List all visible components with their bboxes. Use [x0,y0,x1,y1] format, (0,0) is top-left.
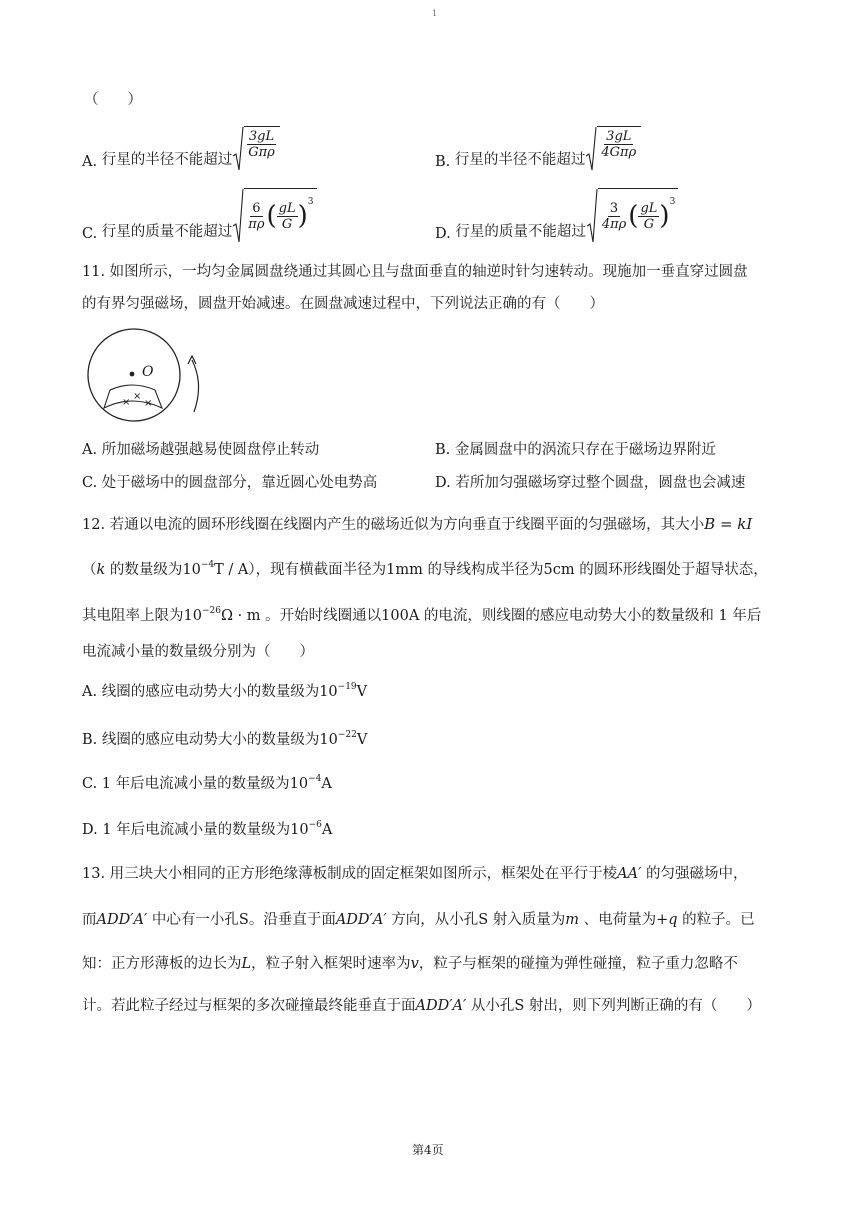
q12-stem-line4: 电流减小量的数量级分别为（ ） [82,644,314,660]
sqrt-symbol: $\frac{6}{\pi\rho}$ ( $\frac{gL}{G}$ ) 3 [232,188,316,244]
q12-option-a[interactable]: A. 线圈的感应电动势大小的数量级为$10^{-19}V$ [82,682,368,700]
sqrt-symbol: $\frac{3gL}{\text{4Gπρ}}$ [585,126,641,172]
sqrt-symbol: $\frac{3}{4\pi\rho}$ ( $\frac{gL}{G}$ ) 3 [586,188,678,244]
q11-option-d[interactable]: D. 若所加匀强磁场穿过整个圆盘，圆盘也会减速 [435,475,746,491]
q11-option-c[interactable]: C. 处于磁场中的圆盘部分，靠近圆心处电势高 [82,475,378,491]
q10-option-c[interactable]: C. 行星的质量不能超过 $\frac{6}{\pi\rho}$ ( $\frac{gL}{G}$ ) 3 [82,188,317,244]
q10-option-b[interactable]: B. 行星的半径不能超过 $\frac{3gL}{\text{4Gπρ}}$ [435,126,641,172]
q11-stem-line2: 的有界匀强磁场，圆盘开始减速。在圆盘减速过程中，下列说法正确的有（ ） [82,296,604,312]
header-mark: 1 [432,9,438,18]
page-number: 第4页 [412,1143,444,1157]
q11-option-a[interactable]: A. 所加磁场越强越易使圆盘停止转动 [82,442,320,458]
svg-text:×: × [144,398,153,409]
q10-option-a[interactable]: A. 行星的半径不能超过 $\frac{3gL}{\text{Gπρ}}$ [82,126,280,172]
svg-text:×: × [122,397,131,408]
q11-option-b[interactable]: B. 金属圆盘中的涡流只存在于磁场边界附近 [435,442,716,458]
disk-center-label: O [142,364,154,380]
q12-option-c[interactable]: C. 1 年后电流减小量的数量级为$10^{-4}A$ [82,774,332,792]
q12-option-b[interactable]: B. 线圈的感应电动势大小的数量级为$10^{-22}V$ [82,730,368,748]
q13-stem-line4: 计。若此粒子经过与框架的多次碰撞最终能垂直于面ADD′A′ 从小孔S 射出，则下列判断正确的有（ ） [82,998,761,1014]
disk-center-dot [130,372,135,377]
sqrt-symbol: $\frac{3gL}{\text{Gπρ}}$ [232,126,280,172]
q12-stem-line3: 其电阻率上限为$10^{-26}\Omega \cdot m$ 。开始时线圈通以100A 的电流，则线圈的感应电动势大小的数量级和 1 年后 [82,606,762,624]
q13-stem-line1: 13. 用三块大小相同的正方形绝缘薄板制成的固定框架如图所示，框架处在平行于棱AA′ 的匀强磁场中， [82,866,748,882]
q12-option-d[interactable]: D. 1 年后电流减小量的数量级为$10^{-6}A$ [82,820,333,838]
rotation-arrow-icon [192,360,199,412]
q13-stem-line3: 知：正方形薄板的边长为L，粒子射入框架时速率为v，粒子与框架的碰撞为弹性碰撞，粒子重力忽略不 [82,956,738,972]
q12-stem-line1: 12. 若通以电流的圆环形线圈在线圈内产生的磁场近似为方向垂直于线圈平面的匀强磁场，其大小B = kI [82,515,753,533]
q10-answer-bracket: （ ） [84,92,142,108]
svg-text:×: × [133,391,142,402]
q10-option-d[interactable]: D. 行星的质量不能超过 $\frac{3}{4\pi\rho}$ ( $\frac{gL}{G}$ ) 3 [435,188,678,244]
q11-stem-line1: 11. 如图所示，一均匀金属圆盘绕通过其圆心且与盘面垂直的轴逆时针匀速转动。现施加一垂直穿过圆盘 [82,264,748,280]
q12-stem-line2: （k 的数量级为$10^{-4}T / A$），现有横截面半径为1mm 的导线构成半径为5cm 的圆环形线圈处于超导状态， [82,560,768,578]
q13-stem-line2: 而ADD′A′ 中心有一小孔S。沿垂直于面ADD′A′ 方向，从小孔S 射入质量为m 、电荷量为+q 的粒子。已 [82,912,755,928]
